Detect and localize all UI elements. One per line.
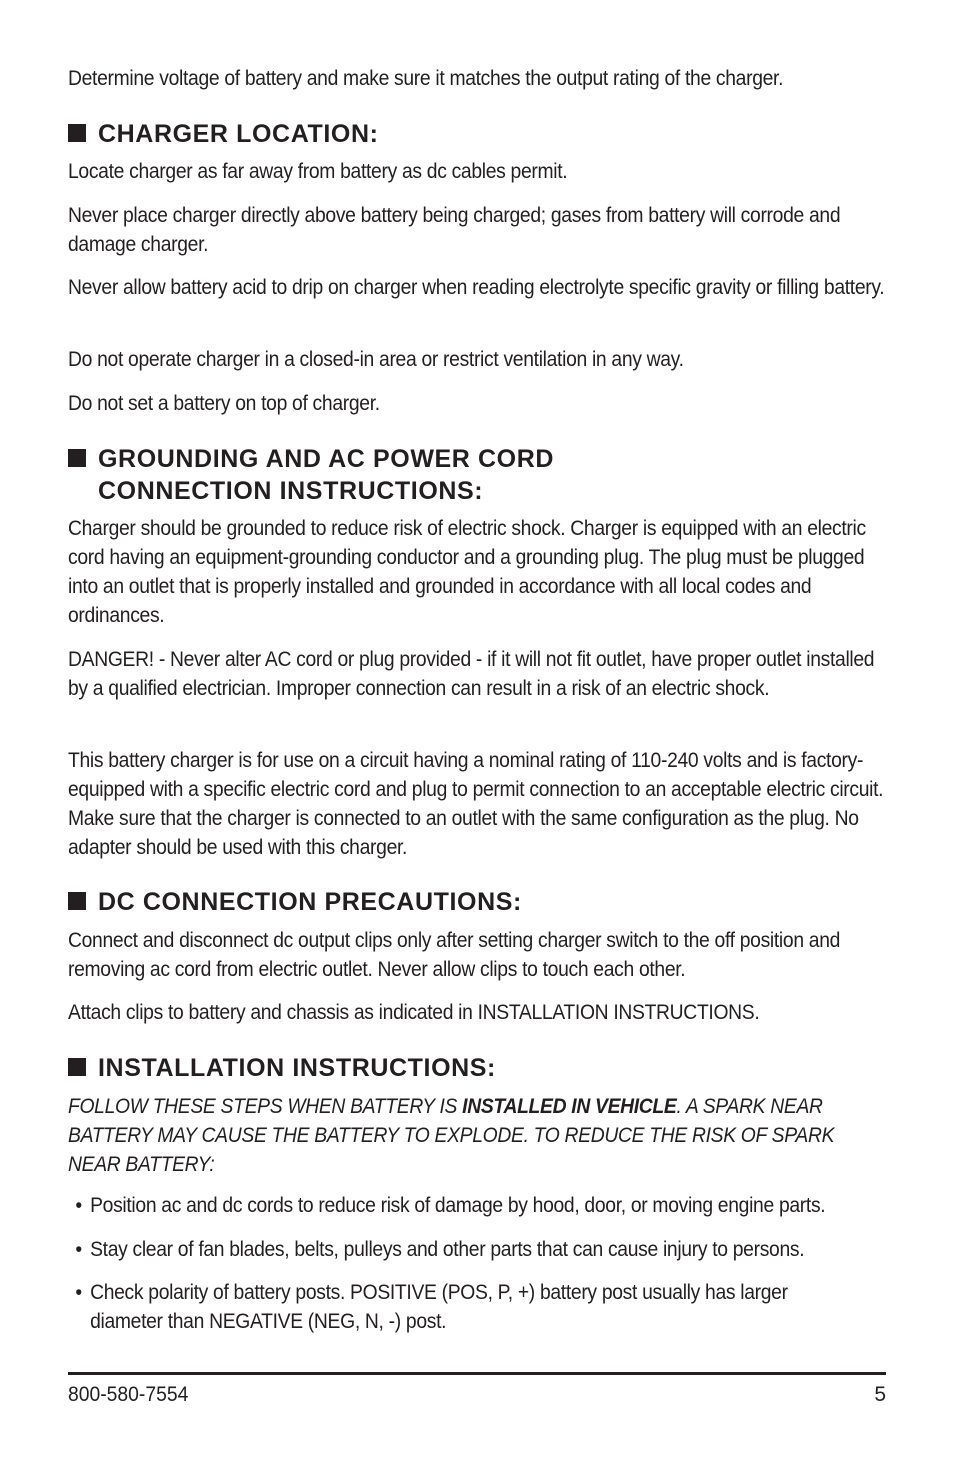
installation-warning <box>68 1092 886 1179</box>
body-paragraph: Never allow battery acid to drip on charger when reading electrolyte specific gravity or filling battery. <box>68 276 885 299</box>
warning-emphasis: INSTALLED IN VEHICLE <box>462 1095 677 1118</box>
charger-location-body <box>68 201 886 259</box>
charger-location-section <box>68 118 886 150</box>
body-paragraph: Do not operate charger in a closed-in area or restrict ventilation in any way. <box>68 348 684 371</box>
intro-section <box>68 64 886 93</box>
square-bullet-icon <box>68 1058 86 1076</box>
heading-line: GROUNDING AND AC POWER CORD <box>98 445 555 473</box>
bullet-dot-icon: • <box>75 1238 82 1261</box>
bullet-item <box>68 1278 886 1336</box>
installation-bullet <box>68 1191 886 1220</box>
charger-location-body <box>68 273 886 302</box>
heading-line: CONNECTION INSTRUCTIONS: <box>98 477 484 505</box>
footer-divider <box>68 1372 886 1375</box>
section-heading <box>68 443 886 507</box>
bullet-item <box>68 1235 886 1264</box>
square-bullet-icon <box>68 449 86 467</box>
body-paragraph: Attach clips to battery and chassis as indicated in INSTALLATION INSTRUCTIONS. <box>68 1001 760 1024</box>
bullet-text: Position ac and dc cords to reduce risk of damage by hood, door, or moving engine parts. <box>90 1194 826 1217</box>
grounding-section <box>68 443 886 507</box>
section-heading <box>68 118 886 150</box>
installation-section <box>68 1052 886 1084</box>
warning-paragraph <box>68 1092 886 1179</box>
section-heading-text: CHARGER LOCATION: <box>98 120 379 148</box>
charger-location-body <box>68 157 886 186</box>
charger-location-body <box>68 345 886 374</box>
page-number: 5 <box>874 1383 886 1406</box>
grounding-body <box>68 514 886 630</box>
body-paragraph: Charger should be grounded to reduce risk of electric shock. Charger is equipped with an electric cord having an equipment-grounding conductor and a grounding plug. The plug must be plugged into an outlet that is properly installed and grounded in accordance with all local codes and ordinances. <box>68 517 866 627</box>
bullet-text: Stay clear of fan blades, belts, pulleys and other parts that can cause injury to persons. <box>90 1238 805 1261</box>
warning-text: FOLLOW THESE STEPS WHEN BATTERY IS <box>68 1095 463 1118</box>
grounding-body <box>68 746 886 862</box>
square-bullet-icon <box>68 124 86 142</box>
charger-location-body <box>68 389 886 418</box>
body-paragraph: Connect and disconnect dc output clips only after setting charger switch to the off position and removing ac cord from electric outlet. Never allow clips to touch each other. <box>68 929 841 981</box>
dc-connection-section <box>68 886 886 918</box>
footer-phone: 800-580-7554 <box>68 1383 189 1406</box>
square-bullet-icon <box>68 892 86 910</box>
section-heading <box>68 1052 886 1084</box>
bullet-item <box>68 1191 886 1220</box>
body-paragraph: This battery charger is for use on a circuit having a nominal rating of 110-240 volts and is factory-equipped with a specific electric cord and plug to permit connection to an acceptable electric circuit. Make sure that the charger is connected to an outlet with the same configuration as the plug. No adapter should be used with this charger. <box>68 749 884 859</box>
bullet-dot-icon: • <box>75 1194 82 1217</box>
grounding-body <box>68 645 886 703</box>
installation-bullet <box>68 1235 886 1264</box>
body-paragraph: Do not set a battery on top of charger. <box>68 392 380 415</box>
installation-bullet <box>68 1278 886 1336</box>
section-heading-text <box>98 443 738 507</box>
bullet-text: Check polarity of battery posts. POSITIVE (POS, P, +) battery post usually has larger diameter than NEGATIVE (NEG, N, -) post. <box>90 1281 788 1333</box>
intro-paragraph: Determine voltage of battery and make sure it matches the output rating of the charger. <box>68 67 784 90</box>
danger-paragraph: DANGER! - Never alter AC cord or plug provided - if it will not fit outlet, have proper outlet installed by a qualified electrician. Improper connection can result in a risk of an electric shock. <box>68 648 875 700</box>
body-paragraph: Locate charger as far away from battery as dc cables permit. <box>68 160 568 183</box>
bullet-dot-icon: • <box>75 1281 82 1304</box>
dc-connection-body <box>68 998 886 1027</box>
section-heading-text: INSTALLATION INSTRUCTIONS: <box>98 1054 496 1082</box>
dc-connection-body <box>68 926 886 984</box>
section-heading <box>68 886 886 918</box>
warning-text: . A SPARK NEAR BATTERY MAY CAUSE THE BATTERY TO EXPLODE. TO REDUCE THE RISK OF SPARK NEAR BATTERY: <box>68 1095 835 1176</box>
body-paragraph: Never place charger directly above battery being charged; gases from battery will corrode and damage charger. <box>68 204 841 256</box>
section-heading-text: DC CONNECTION PRECAUTIONS: <box>98 888 522 916</box>
